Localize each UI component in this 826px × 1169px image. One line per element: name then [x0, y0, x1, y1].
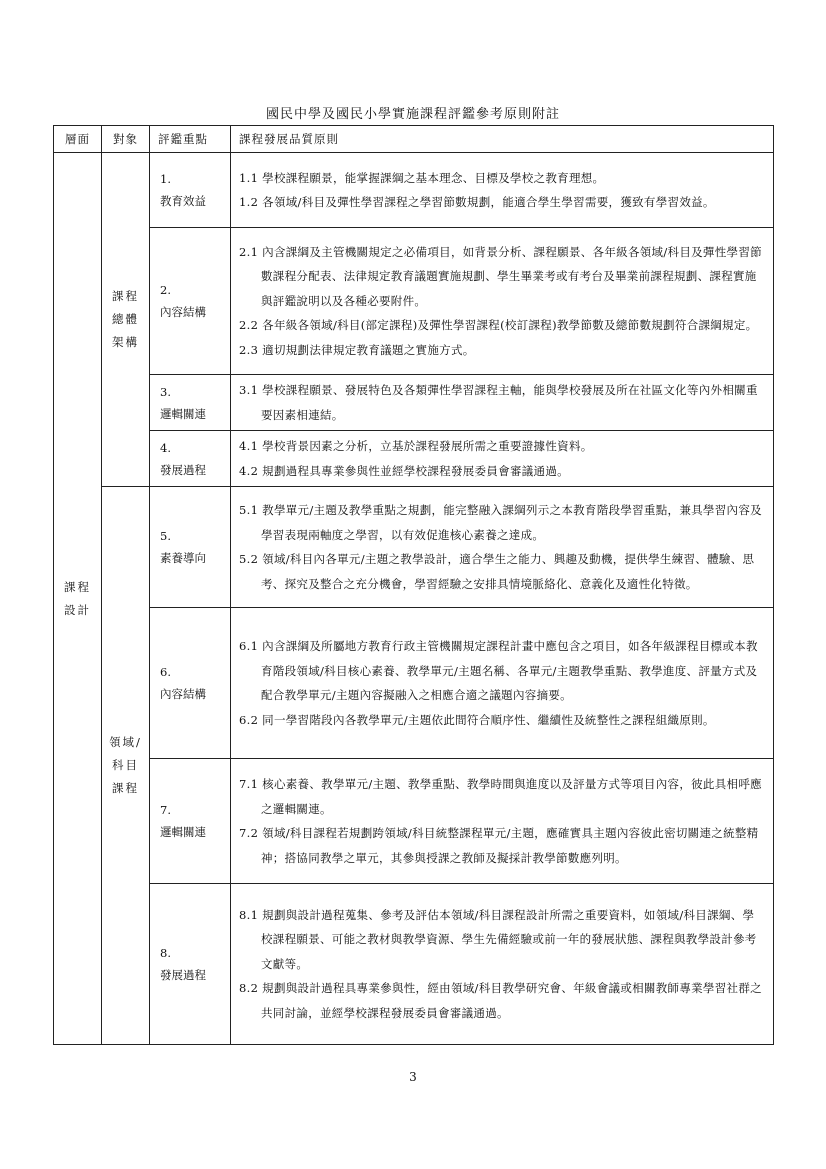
focus-number: 5. — [160, 529, 171, 543]
table-row — [54, 759, 774, 884]
focus-label: 教育效益 — [160, 194, 206, 208]
target-label-subject: 領域/科目課程 — [109, 735, 142, 795]
focus-label: 內容結構 — [160, 305, 206, 319]
focus-label: 邏輯關連 — [160, 825, 206, 839]
principle-item: 5.2 領域/科目內各單元/主題之教學設計，適合學生之能力、興趣及動機，提供學生練習、體驗、思考、探究及整合之充分機會，學習經驗之安排具情境脈絡化、意義化及適性化特徵。 — [239, 552, 755, 591]
table-row — [54, 884, 774, 1045]
principle-item: 2.1 內含課綱及主管機關規定之必備項目，如背景分析、課程願景、各年級各領域/科目及彈性學習節數課程分配表、法律規定教育議題實施規劃、學生畢業考或有考台及畢業前課程規劃、課程實施與評鑑說明以及各種必要附件。 — [239, 244, 762, 308]
principle-item: 1.1 學校課程願景，能掌握課綱之基本理念、目標及學校之教育理想。 — [239, 170, 605, 185]
principle-item: 2.2 各年級各領域/科目(部定課程)及彈性學習課程(校訂課程)教學節數及總節數規劃符合課綱規定。 — [239, 318, 758, 333]
principle-item: 1.2 各領域/科目及彈性學習課程之學習節數規劃，能適合學生學習需要，獲致有學習效益。 — [239, 195, 715, 209]
principle-item: 6.2 同一學習階段內各教學單元/主題依此間符合順序性、繼續性及統整性之課程組織原則。 — [239, 712, 715, 727]
focus-label: 邏輯關連 — [160, 406, 206, 421]
principles-table — [53, 125, 774, 1045]
principle-item: 4.1 學校背景因素之分析，立基於課程發展所需之重要證據性資料。 — [239, 439, 593, 453]
header-focus: 評鑑重點 — [150, 126, 231, 153]
principle-item: 6.1 內含課綱及所屬地方教育行政主管機關規定課程計畫中應包含之項目，如各年級課程目標或本教育階段領域/科目核心素養、教學單元/主題名稱、各單元/主題教學重點、教學進度、評量方式及配合教學單元/主題內容擬融入之相應合適之議題內容摘要。 — [239, 639, 758, 702]
principle-item: 8.2 規劃與設計過程具專業參與性，經由領域/科目教學研究會、年級會議或相關教師專業學習社群之共同討論，並經學校課程發展委員會審議通過。 — [239, 981, 762, 1020]
focus-number: 3. — [160, 384, 171, 399]
principle-item: 7.2 領域/科目課程若規劃跨領域/科目統整課程單元/主題，應確實具主題內容彼此密切關連之統整精神；搭協同教學之單元，其參與授課之教師及擬採計教學節數應列明。 — [239, 826, 759, 865]
focus-number: 4. — [160, 440, 171, 455]
header-target: 對象 — [102, 126, 150, 153]
focus-number: 2. — [160, 283, 171, 297]
focus-label: 素養導向 — [160, 551, 206, 565]
table-row — [54, 608, 774, 759]
focus-label: 發展過程 — [160, 462, 206, 477]
principle-item: 5.1 教學單元/主題及教學重點之規劃，能完整融入課綱列示之本教育階段學習重點，兼具學習內容及學習表現兩軸度之學習，以有效促進核心素養之達成。 — [239, 503, 762, 542]
table-row — [54, 153, 774, 228]
level-label: 課程設計 — [64, 579, 91, 617]
focus-number: 7. — [160, 803, 171, 817]
table-header-row — [54, 126, 774, 153]
principle-item: 3.1 學校課程願景、發展特色及各類彈性學習課程主軸，能與學校發展及所在社區文化等內外相關重要因素相連結。 — [239, 383, 758, 422]
table-row — [54, 228, 774, 375]
header-principles: 課程發展品質原則 — [231, 126, 774, 153]
principle-item: 2.3 適切規劃法律規定教育議題之實施方式。 — [239, 342, 475, 357]
header-level: 層面 — [54, 126, 102, 153]
focus-number: 1. — [160, 172, 171, 186]
document-title: 國民中學及國民小學實施課程評鑑參考原則附註 — [265, 107, 560, 122]
focus-label: 內容結構 — [160, 687, 206, 701]
principle-item: 7.1 核心素養、教學單元/主題、教學重點、教學時間與進度以及評量方式等項目內容，彼此具相呼應之邏輯關連。 — [239, 777, 762, 816]
table-row — [54, 431, 774, 487]
page-number: 3 — [409, 1070, 417, 1084]
focus-number: 8. — [160, 946, 171, 960]
focus-number: 6. — [160, 665, 171, 679]
principle-item: 4.2 規劃過程具專業參與性並經學校課程發展委員會審議通過。 — [239, 463, 569, 478]
target-label-overall: 課程總體架構 — [112, 289, 139, 349]
table-row — [54, 375, 774, 431]
focus-label: 發展過程 — [160, 968, 206, 982]
table-row — [54, 487, 774, 608]
principle-item: 8.1 規劃與設計過程蒐集、參考及評估本領域/科目課程設計所需之重要資料，如領域/科目課綱、學校課程願景、可能之教材與教學資源、學生先備經驗或前一年的發展狀態、課程與教學設計參考文獻等。 — [239, 907, 757, 971]
